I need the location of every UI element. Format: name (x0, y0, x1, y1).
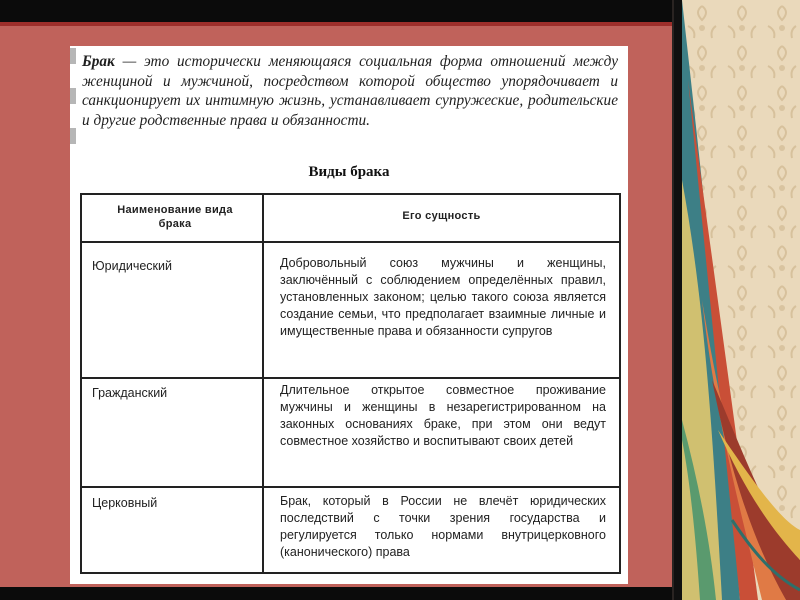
top-black-band (0, 0, 680, 22)
definition-term: Брак (82, 53, 115, 70)
scan-artifact (70, 48, 76, 64)
decorative-side-panel (682, 0, 800, 600)
top-dark-red-stripe (0, 22, 680, 26)
row-1-description: Добровольный союз мужчины и женщины, заключённый с соблюдением определённых правил, установленных законом; целью такого союза является создание семьи, что предполагает взаимные личные и имущественные права и обязанности супругов (280, 256, 606, 338)
table-title: Виды брака (308, 164, 390, 180)
header-divider (80, 241, 621, 243)
row-2-description: Длительное открытое совместное проживание мужчины и женщины в незарегистрированном на законных основаниях браке, при этом они ведут совместное хозяйство и воспитывают своих детей (280, 383, 606, 448)
row-divider (80, 377, 621, 379)
row-divider (80, 486, 621, 488)
column-divider (262, 193, 264, 574)
definition-text: — это исторически меняющаяся социальная форма отношений между женщиной и мужчиной, посредством которой общество упорядочивает и санкционирует их интимную жизнь, устанавливает супружеские, родительские и другие родственные права и обязанности. (82, 53, 618, 129)
document-page (70, 46, 628, 584)
scan-artifact (70, 128, 76, 144)
bottom-black-band (0, 587, 680, 600)
row-3-name: Церковный (92, 496, 158, 510)
table-border-left (80, 193, 82, 574)
header-type-name: Наименование вида брака (117, 204, 233, 230)
types-table (80, 193, 621, 574)
definition-paragraph (82, 52, 618, 130)
row-2-name: Гражданский (92, 386, 168, 400)
row-3-description: Брак, который в России не влечёт юридических последствий с точки зрения государства и регулируется только нормами внутрицерковного (канонического) права (280, 494, 606, 559)
header-essence: Его сущность (402, 210, 481, 222)
table-border-top (80, 193, 621, 195)
row-1-name: Юридический (92, 259, 172, 273)
scan-artifact (70, 88, 76, 104)
decorative-ribbon-graphic (682, 0, 800, 600)
table-border-right (619, 193, 621, 574)
side-divider-band (674, 0, 682, 600)
table-border-bottom (80, 572, 621, 574)
